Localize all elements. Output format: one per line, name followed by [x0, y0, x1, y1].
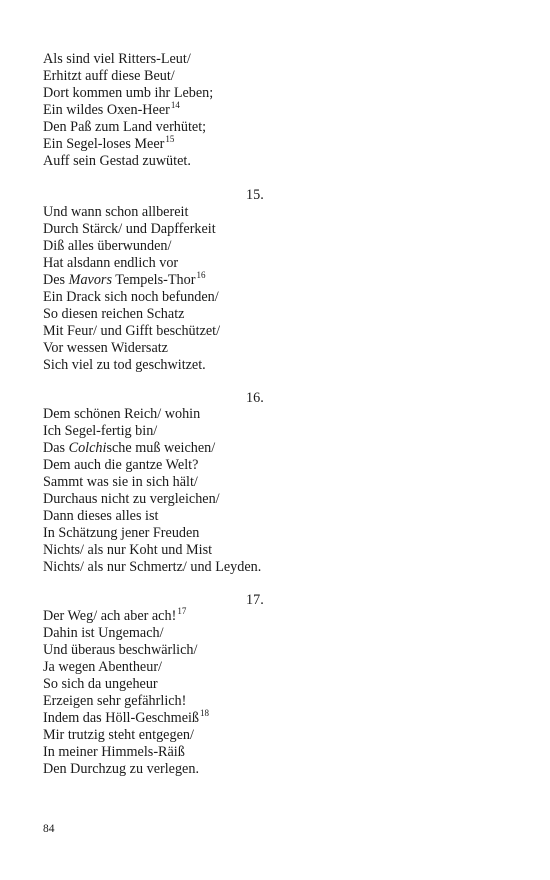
verse-line [43, 744, 513, 761]
verse-text: Erzeigen sehr gefährlich! [43, 693, 187, 709]
verse-line [43, 102, 513, 119]
stanza-14 [43, 51, 513, 170]
verse-line [43, 119, 513, 136]
verse-line [43, 642, 513, 659]
footnote-marker: 17 [177, 606, 187, 616]
verse-line [43, 255, 513, 272]
stanza-number-15: 15. [246, 187, 264, 203]
verse-text: Sich viel zu tod geschwitzet. [43, 357, 206, 373]
verse-text: Durchaus nicht zu vergleichen/ [43, 491, 220, 507]
verse-text: Das [43, 440, 69, 456]
stanza-16 [43, 406, 513, 576]
verse-line [43, 625, 513, 642]
italic-text: Colchi [68, 440, 107, 456]
footnote-marker: 18 [200, 708, 210, 718]
verse-text: Dort kommen umb ihr Leben; [43, 85, 214, 101]
verse-line [43, 357, 513, 374]
verse-line [43, 727, 513, 744]
verse-text: In Schätzung jener Freuden [43, 525, 200, 541]
stanza-15 [43, 204, 513, 374]
verse-text: Als sind viel Ritters-Leut/ [43, 51, 191, 67]
verse-text: In meiner Himmels-Räiß [43, 744, 185, 760]
verse-text: Ein wildes Oxen-Heer [43, 102, 170, 118]
verse-text: Nichts/ als nur Koht und Mist [43, 542, 213, 558]
verse-text: Auff sein Gestad zuwütet. [43, 153, 191, 169]
verse-text: So diesen reichen Schatz [43, 306, 185, 322]
verse-text: Hat alsdann endlich vor [43, 255, 179, 271]
verse-text: Mir trutzig steht entgegen/ [43, 727, 194, 743]
verse-text: Sammt was sie in sich hält/ [43, 474, 198, 490]
verse-text: Dem schönen Reich/ wohin [43, 406, 201, 422]
verse-line [43, 457, 513, 474]
verse-text: Dahin ist Ungemach/ [43, 625, 164, 641]
verse-line [43, 440, 513, 457]
verse-line [43, 306, 513, 323]
verse-text: Tempels-Thor [111, 272, 196, 288]
verse-line [43, 340, 513, 357]
verse-line [43, 659, 513, 676]
verse-text: Den Paß zum Land verhütet; [43, 119, 207, 135]
verse-line [43, 608, 513, 625]
verse-text: Des [43, 272, 69, 288]
italic-text: Mavors [68, 272, 112, 288]
verse-line [43, 761, 513, 778]
verse-text: sche muß weichen/ [106, 440, 216, 456]
verse-line [43, 474, 513, 491]
verse-line [43, 136, 513, 153]
verse-text: Nichts/ als nur Schmertz/ und Leyden. [43, 559, 262, 575]
verse-line [43, 68, 513, 85]
verse-line [43, 423, 513, 440]
verse-line [43, 221, 513, 238]
verse-text: Diß alles überwunden/ [43, 238, 172, 254]
footnote-marker: 15 [165, 134, 175, 144]
verse-text: Ein Drack sich noch befunden/ [43, 289, 219, 305]
verse-line [43, 85, 513, 102]
verse-text: Und überaus beschwärlich/ [43, 642, 198, 658]
verse-text: Dem auch die gantze Welt? [43, 457, 199, 473]
stanza-number-16: 16. [246, 390, 264, 406]
verse-line [43, 542, 513, 559]
footnote-marker: 16 [196, 270, 206, 280]
verse-line [43, 676, 513, 693]
verse-line [43, 272, 513, 289]
page-number: 84 [43, 823, 55, 835]
verse-line [43, 693, 513, 710]
verse-text: Der Weg/ ach aber ach! [43, 608, 177, 624]
verse-line [43, 710, 513, 727]
stanza-17 [43, 608, 513, 778]
verse-line [43, 238, 513, 255]
stanza-number-17: 17. [246, 592, 264, 608]
verse-text: Indem das Höll-Geschmeiß [43, 710, 200, 726]
verse-line [43, 289, 513, 306]
footnote-marker: 14 [170, 100, 180, 110]
verse-text: Und wann schon allbereit [43, 204, 189, 220]
verse-text: Erhitzt auff diese Beut/ [43, 68, 175, 84]
stanza-lines [43, 608, 513, 778]
verse-text: Durch Stärck/ und Dapfferkeit [43, 221, 216, 237]
verse-line [43, 491, 513, 508]
verse-line [43, 153, 513, 170]
stanza-lines [43, 204, 513, 374]
verse-line [43, 508, 513, 525]
verse-text: Mit Feur/ und Gifft beschützet/ [43, 323, 221, 339]
verse-text: Den Durchzug zu verlegen. [43, 761, 199, 777]
verse-text: Dann dieses alles ist [43, 508, 159, 524]
verse-text: Ein Segel-loses Meer [43, 136, 165, 152]
verse-text: Vor wessen Widersatz [43, 340, 168, 356]
verse-line [43, 204, 513, 221]
verse-text: Ich Segel-fertig bin/ [43, 423, 158, 439]
stanza-lines [43, 406, 513, 576]
stanza-lines [43, 51, 513, 170]
verse-text: So sich da ungeheur [43, 676, 158, 692]
verse-line [43, 406, 513, 423]
verse-line [43, 559, 513, 576]
verse-line [43, 525, 513, 542]
verse-line [43, 51, 513, 68]
verse-text: Ja wegen Abentheur/ [43, 659, 162, 675]
verse-line [43, 323, 513, 340]
